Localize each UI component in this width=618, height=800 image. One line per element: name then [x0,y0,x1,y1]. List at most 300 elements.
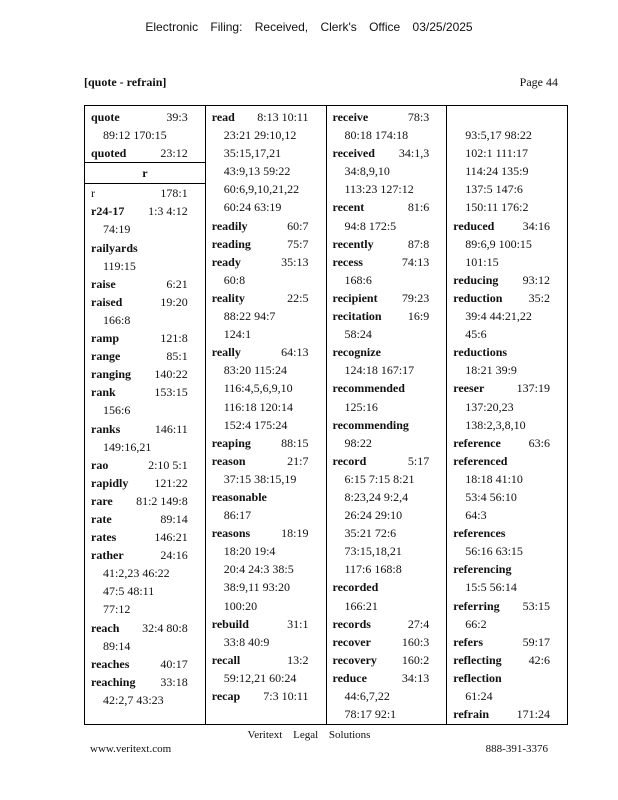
page-line-reference: 73:15,18,21 [344,544,402,559]
index-entry [212,343,323,433]
index-entry [91,347,202,365]
index-entry [453,271,564,289]
page-line-reference: 42:6 [528,652,550,667]
index-term: reality [211,290,245,305]
page-line-reference: 74:13 [401,254,430,269]
index-entry [212,253,323,289]
page-line-reference: 178:1 [160,186,188,201]
index-entry [91,239,202,275]
index-entry [212,524,323,614]
index-entry [333,235,444,253]
index-entry-line [212,434,323,452]
index-entry [453,452,564,524]
page-line-reference: 7:3 10:11 [263,689,309,703]
index-entry-line [453,705,564,723]
page-line-reference: 39:4 44:21,22 [465,309,532,324]
index-continuation-line [212,271,323,289]
page-line-reference: 43:9,13 59:22 [223,164,291,179]
index-continuation-line [212,506,323,524]
page-line-reference: 98:22 [344,435,372,450]
index-entry [453,434,564,452]
page-line-reference: 41:2,23 46:22 [103,566,170,581]
index-continuation-line [333,687,444,705]
index-entry [91,492,202,510]
index-continuation-line [212,560,323,578]
page-line-reference: 146:11 [154,421,188,436]
page-line-reference: 138:2,3,8,10 [465,417,526,432]
index-entry [453,705,564,723]
index-entry-line [91,420,202,438]
index-entry [91,510,202,528]
index-continuation-line [453,198,564,216]
page-line-reference: 27:4 [407,616,430,631]
page-line-reference: 8:23,24 9:2,4 [344,489,409,504]
index-term: rare [91,493,113,508]
index-entry [333,144,444,198]
index-continuation-line [91,438,202,456]
index-column-1 [85,106,206,724]
index-continuation-line [453,542,564,560]
index-entry [333,416,444,452]
page-line-reference: 13:2 [287,652,309,667]
index-entry-line [333,615,444,633]
index-entry [212,615,323,651]
index-entry-line [212,217,323,235]
page-line-reference: 19:20 [160,294,188,309]
index-entry [91,329,202,347]
index-entry-line [453,343,564,361]
index-term: recitation [332,309,382,324]
page-line-reference: 22:5 [287,290,309,305]
page-line-reference: 31:1 [287,616,309,631]
index-entry [91,365,202,383]
index-term: rao [91,457,109,472]
index-entry-line [453,217,564,235]
index-entry [91,293,202,329]
page-line-reference: 81:2 149:8 [136,493,188,508]
page-line-reference: 44:6,7,22 [344,689,390,703]
index-entry [212,108,323,217]
index-entry [453,108,564,217]
index-term: range [91,349,121,364]
page-line-reference: 78:3 [407,110,430,124]
index-continuation-line [453,162,564,180]
index-entry-line [453,434,564,452]
index-entry-line [91,492,202,510]
index-entry-line [91,510,202,528]
index-entry [333,615,444,633]
page-line-reference: 18:19 [281,526,309,541]
index-entry [333,289,444,307]
index-term: recipient [332,290,378,305]
index-entry [212,217,323,235]
index-term: r24-17 [91,204,125,219]
page-line-reference: 81:6 [407,200,430,215]
index-term: reduction [453,290,503,305]
index-term: recovery [332,652,377,667]
index-continuation-line [91,257,202,275]
index-term: reaches [91,656,130,671]
index-continuation-line [333,162,444,180]
page-line-reference: 124:1 [223,327,252,342]
index-term: recognize [332,345,381,360]
index-continuation-line [212,144,323,162]
index-term: reflection [453,670,502,685]
index-term: records [332,616,371,631]
index-continuation-line [333,705,444,723]
page-line-reference: 85:1 [166,349,188,364]
page-line-reference: 53:15 [522,598,550,613]
index-range: [quote - refrain] [84,75,167,89]
index-entry-line [333,651,444,669]
index-entry-line [453,452,564,470]
index-entry [91,202,202,238]
index-continuation-line [212,669,323,687]
page-line-reference: 1:3 4:12 [148,204,188,219]
index-continuation-line [212,126,323,144]
index-term: rather [91,548,124,563]
index-entry-line [333,253,444,271]
index-entry-line [333,108,444,126]
index-entry-line [212,253,323,271]
index-term: received [332,146,375,161]
page-line-reference: 63:6 [528,435,550,450]
index-continuation-line [333,488,444,506]
page-line-reference: 124:18 167:17 [344,363,415,378]
index-entry-line [212,452,323,470]
index-term: refers [453,634,484,649]
index-term: reach [91,620,120,635]
page-line-reference: 137:5 147:6 [465,182,523,197]
index-entry-line [91,619,202,637]
index-term: recall [211,652,241,667]
index-entry [91,474,202,492]
index-entry-line [453,651,564,669]
index-term: quote [91,110,120,124]
page-line-reference: 37:15 38:15,19 [223,471,297,486]
index-entry-line [453,108,564,126]
page-line-reference: 140:22 [154,367,188,382]
page-line-reference: 64:3 [465,508,487,523]
index-continuation-line [453,615,564,633]
page-line-reference: 60:6,9,10,21,22 [223,182,300,197]
page-line-reference: 166:21 [344,598,378,613]
index-term: recently [332,236,374,251]
index-entry [91,383,202,419]
index-entry-line [333,198,444,216]
page-line-reference: 64:13 [281,345,309,360]
index-continuation-line [212,379,323,397]
index-term: raise [91,276,116,291]
index-term: reeser [453,381,485,396]
page-line-reference: 32:4 80:8 [142,620,188,635]
index-entry-line [453,669,564,687]
index-entry [333,307,444,343]
index-entry-line [453,560,564,578]
index-term: record [332,453,367,468]
index-term: ranks [91,421,121,436]
index-entry-line [91,456,202,474]
index-continuation-line [333,524,444,542]
index-entry [453,217,564,271]
page-line-reference: 59:17 [522,634,550,649]
page-line-reference: 16:9 [407,309,430,324]
index-term: rank [91,385,116,400]
index-continuation-line [333,271,444,289]
page-line-reference: 150:11 176:2 [465,200,529,215]
index-term: recap [211,689,241,703]
section-letter: r [85,162,205,184]
index-entry [91,144,202,162]
page-line-reference: 59:12,21 60:24 [223,670,297,685]
page-line-reference: 23:12 [160,146,188,161]
index-continuation-line [453,506,564,524]
index-continuation-line [212,325,323,343]
index-continuation-line [333,325,444,343]
index-entry-line [212,651,323,669]
page-line-reference: 38:9,11 93:20 [223,580,290,595]
index-term: receive [332,110,369,124]
index-entry [91,655,202,673]
page-line-reference: 80:18 174:18 [344,128,409,143]
index-entry [453,633,564,651]
index-continuation-line [453,416,564,434]
page-line-reference: 60:7 [287,218,309,233]
page-line-reference: 58:24 [344,327,372,342]
index-entry [333,343,444,379]
index-entry-line [212,524,323,542]
index-entry [212,235,323,253]
index-column-2 [206,106,327,724]
index-continuation-line [453,325,564,343]
page-line-reference: 45:6 [465,327,487,342]
page-line-reference: 94:8 172:5 [344,218,397,233]
page-line-reference: 40:17 [160,656,188,671]
page-line-reference: 77:12 [103,602,131,617]
index-continuation-line [453,144,564,162]
page-line-reference: 20:4 24:3 38:5 [223,562,294,577]
page-line-reference: 89:14 [103,638,131,653]
index-entry-line [91,144,202,162]
index-entry-line [453,524,564,542]
index-continuation-line [91,564,202,582]
index-term: recorded [332,580,379,595]
index-entry-line [333,307,444,325]
index-entry-line [212,343,323,361]
page-line-reference: 23:21 29:10,12 [223,128,297,143]
index-entry-line [91,293,202,311]
index-continuation-line [91,600,202,618]
index-term: rates [91,530,117,545]
index-continuation-line [333,398,444,416]
index-term: reaching [91,674,136,689]
page-line-reference: 89:6,9 100:15 [465,236,532,251]
index-entry [91,673,202,709]
index-entry [212,434,323,452]
index-term: r [91,186,95,201]
index-entry-line [91,275,202,293]
page-line-reference: 149:16,21 [103,439,152,454]
page-line-reference: 6:15 7:15 8:21 [344,471,415,486]
index-continuation-line [91,401,202,419]
index-continuation-line [212,398,323,416]
index-continuation-line [453,488,564,506]
index-term: readily [211,218,248,233]
page-line-reference: 121:8 [160,331,188,346]
page-line-reference: 89:12 170:15 [103,128,167,143]
index-entry-line [333,669,444,687]
index-entry-line [453,597,564,615]
page-line-reference: 2:10 5:1 [148,457,188,472]
index-continuation-line [453,687,564,705]
page-line-reference: 87:8 [407,236,430,251]
page-line-reference: 116:18 120:14 [223,399,293,414]
index-term: read [211,110,235,124]
index-entry [91,456,202,474]
page-line-reference: 160:2 [401,652,430,667]
index-entry [333,108,444,144]
index-entry-line [91,673,202,691]
index-entry [91,546,202,618]
index-continuation-line [333,542,444,560]
index-entry-line [333,633,444,651]
index-continuation-line [333,180,444,198]
index-entry-line [91,546,202,564]
index-entry [91,528,202,546]
index-continuation-line [212,470,323,488]
index-term: reasonable [211,489,267,504]
index-entry-line [91,184,202,202]
page-line-reference: 34:8,9,10 [344,164,390,179]
index-continuation-line [91,220,202,238]
page-line-reference: 24:16 [160,548,188,563]
index-term: ramp [91,331,119,346]
page-line-reference: 66:2 [465,616,487,631]
index-term: reductions [453,345,508,360]
index-continuation-line [333,126,444,144]
page-line-reference: 33:18 [160,674,188,689]
index-term: reducing [453,272,499,287]
page-line-reference: 35:13 [281,254,309,269]
index-term: reaping [211,435,251,450]
index-continuation-line [333,560,444,578]
index-term: reflecting [453,652,502,667]
index-term: recommended [332,381,405,396]
page-line-reference: 33:8 40:9 [223,634,270,649]
page-line-reference: 60:24 63:19 [223,200,282,215]
page-line-reference: 156:6 [103,403,131,418]
page-line-reference: 74:19 [103,222,131,237]
index-term: ready [211,254,241,269]
page-line-reference: 114:24 135:9 [465,164,529,179]
index-continuation-line [453,361,564,379]
index-entry [333,452,444,579]
index-entry [212,488,323,524]
index-continuation-line [212,633,323,651]
page-line-reference: 146:21 [154,530,188,545]
index-entry [333,651,444,669]
page-line-reference: 18:20 19:4 [223,544,276,559]
index-continuation-line [333,470,444,488]
index-term: referencing [453,562,512,577]
page-line-reference: 101:15 [465,254,499,269]
index-entry [212,687,323,705]
index-entry-line [333,379,444,397]
page-line-reference: 160:3 [401,634,430,649]
index-entry-line [212,108,323,126]
index-entry-line [91,108,202,126]
index-continuation-line [212,416,323,434]
index-column-4 [447,106,567,724]
index-continuation-line [212,578,323,596]
page-line-reference: 61:24 [465,689,493,703]
index-term: referring [453,598,500,613]
index-continuation-line [212,162,323,180]
page-number: Page 44 [519,75,558,89]
index-term: rapidly [91,475,129,490]
page-line-reference: 79:23 [401,290,430,305]
page-line-reference: 93:5,17 98:22 [465,128,532,143]
index-entry [212,651,323,687]
page-line-reference: 15:5 56:14 [465,580,517,595]
index-continuation-line [453,307,564,325]
index-entry [212,289,323,343]
index-term: ranging [91,367,132,382]
index-entry-line [333,452,444,470]
index-term: railyards [91,240,138,255]
index-entry-line [333,144,444,162]
index-continuation-line [453,253,564,271]
page-line-reference: 5:17 [407,453,430,468]
index-entry-line [91,365,202,383]
index-entry-line [453,379,564,397]
index-entry-line [91,655,202,673]
page-line-reference: 53:4 56:10 [465,489,517,504]
page-line-reference: 18:18 41:10 [465,471,523,486]
index-continuation-line [333,597,444,615]
index-entry [212,452,323,488]
index-term: recess [332,254,363,269]
index-entry-line [91,329,202,347]
index-continuation-line [91,637,202,655]
index-entry [453,560,564,596]
page-line-reference: 75:7 [287,236,309,251]
index-entry-line [453,633,564,651]
page-line-reference: 125:16 [344,399,378,414]
index-entry-line [91,239,202,257]
index-entry-line [212,615,323,633]
index-entry [333,633,444,651]
page-line-reference: 34:13 [401,670,430,685]
index-entry-line [333,416,444,434]
page-line-reference: 8:13 10:11 [257,110,309,124]
footer-phone: 888-391-3376 [485,743,548,755]
index-entry [333,253,444,289]
index-term: recent [332,200,365,215]
index-entry [453,597,564,633]
page-line-reference: 137:19 [516,381,550,396]
index-continuation-line [212,180,323,198]
index-term: refrain [453,707,490,722]
index-term: recommending [332,417,409,432]
index-term: reasons [211,526,251,541]
index-term: rate [91,511,112,526]
index-continuation-line [212,542,323,560]
index-continuation-line [91,582,202,600]
index-entry-line [453,271,564,289]
index-entry-line [91,202,202,220]
index-continuation-line [212,198,323,216]
